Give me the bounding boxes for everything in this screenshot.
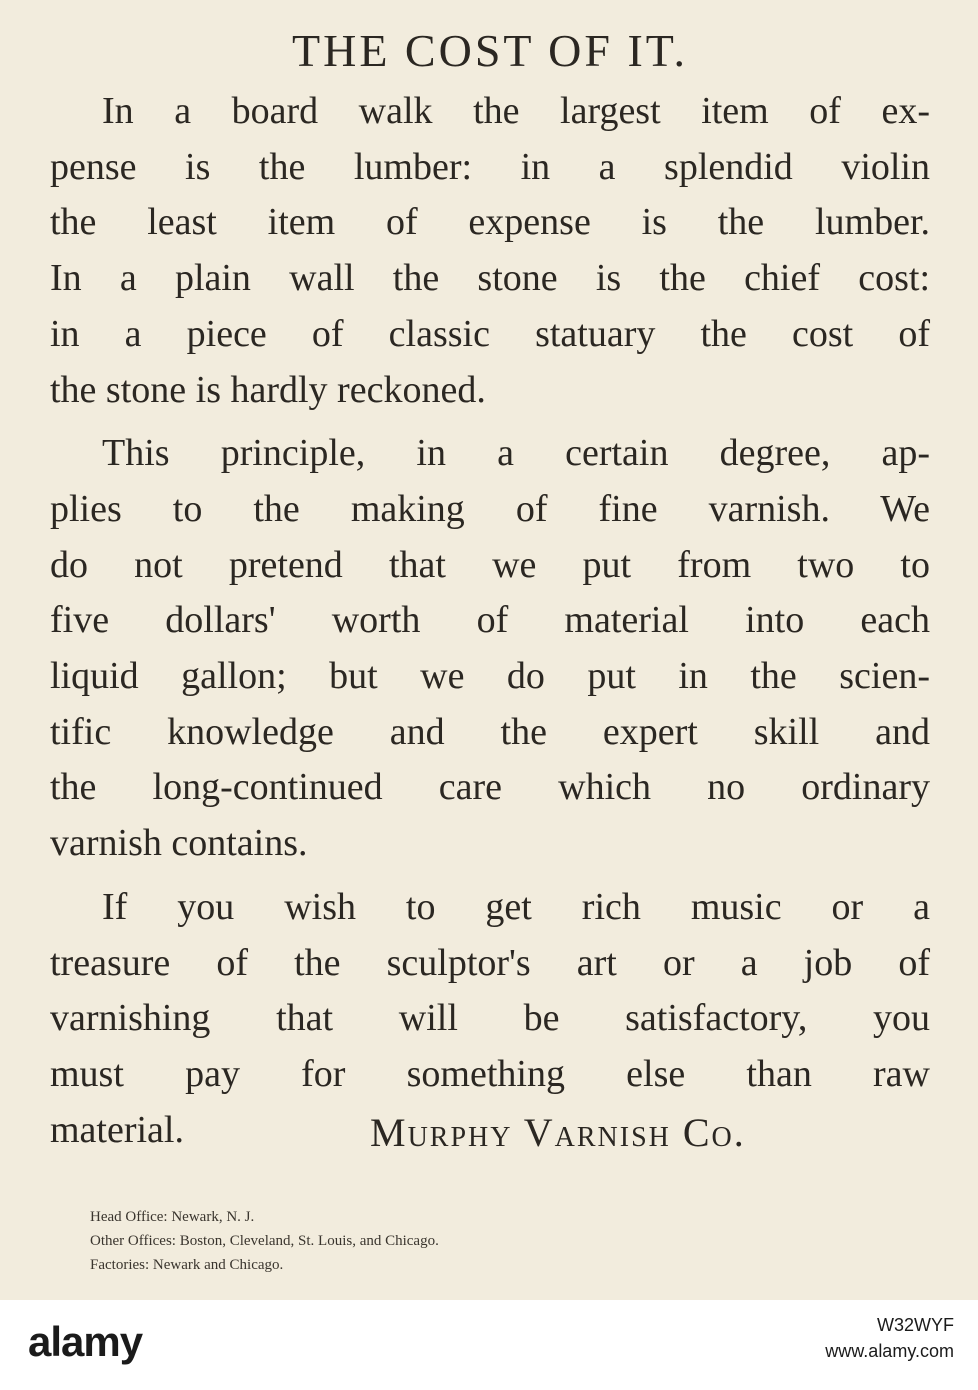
- text-line: must pay for something else than raw: [50, 1052, 930, 1095]
- text-line: tific knowledge and the expert skill and: [50, 710, 930, 753]
- text-line: the least item of expense is the lumber.: [50, 201, 930, 244]
- office-addresses: [90, 1205, 930, 1277]
- watermark-info: [825, 1312, 954, 1364]
- text-line: pense is the lumber: in a splendid violin: [50, 145, 930, 188]
- paragraph-3: [50, 880, 930, 1103]
- paragraph-1: [50, 84, 930, 418]
- text-line: varnish contains.: [50, 822, 308, 865]
- text-line: five dollars' worth of material into each: [50, 599, 930, 642]
- text-line: In a plain wall the stone is the chief cost:: [50, 257, 930, 300]
- text-line: liquid gallon; but we do put in the scien-: [50, 655, 930, 698]
- closing-word: material.: [50, 1108, 184, 1151]
- text-line: plies to the making of fine varnish. We: [50, 487, 930, 530]
- page-title: THE COST OF IT.: [292, 25, 688, 76]
- site-url: www.alamy.com: [825, 1341, 954, 1361]
- paragraph-2: [50, 426, 930, 872]
- text-line: This principle, in a certain degree, ap-: [102, 432, 930, 475]
- text-line: If you wish to get rich music or a: [102, 885, 930, 928]
- text-line: the stone is hardly reckoned.: [50, 368, 486, 411]
- text-line: In a board walk the largest item of ex-: [102, 90, 930, 132]
- text-line: varnishing that will be satisfactory, you: [50, 997, 930, 1040]
- text-line: do not pretend that we put from two to: [50, 543, 930, 586]
- closing-line: [50, 1103, 930, 1159]
- text-line: treasure of the sculptor's art or a job of: [50, 941, 930, 984]
- factories: Factories: Newark and Chicago.: [90, 1256, 284, 1273]
- image-id: W32WYF: [876, 1315, 954, 1335]
- other-offices: Other Offices: Boston, Cleveland, St. Louis, and Chicago.: [90, 1232, 439, 1249]
- alamy-logo: alamy: [28, 1318, 143, 1365]
- head-office: Head Office: Newark, N. J.: [90, 1208, 255, 1225]
- text-line: in a piece of classic statuary the cost of: [50, 312, 930, 355]
- company-signature: Murphy Varnish Co.: [370, 1109, 746, 1155]
- text-line: the long-continued care which no ordinary: [50, 766, 930, 809]
